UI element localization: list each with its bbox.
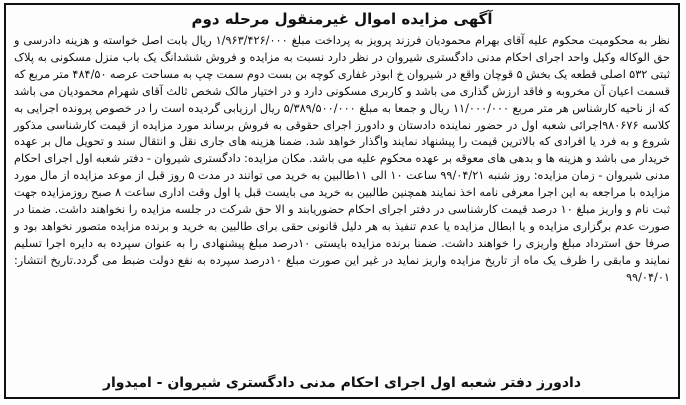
notice-title: آگهی مزایده اموال غیرمنقول مرحله دوم	[191, 10, 493, 28]
auction-notice	[4, 3, 680, 399]
notice-body: نظر به محکومیت محکوم علیه آقای بهرام محمودیان فرزند پرویز به پرداخت مبلغ ۱/۹۶۳/۴۲۶/۰۰۰ ریال بابت اصل خواسته و هزینه دادرسی و حق الوکاله وکیل واحد اجرای احکام مدنی دادگستری شیروان در نظر دارد نسبت به مزایده و فروش ششدانگ یک باب منزل مسکونی به پلاک ثبتی ۵۳۲ اصلی قطعه یک بخش ۵ قوچان واقع در شیروان خ ابوذر غفاری کوچه بن بست دوم سمت چپ به مساحت عرصه ۴۸۴/۵۰ متر مربع که قسمت اعیان آن مخروبه و فاقد ارزش گذاری می باشد و کاربری مسکونی دارد و در اختیار مالک شخص ثالث آقای شهرام محمودیان می باشد که از ناحیه کارشناس هر متر مربع ۱۱/۰۰۰/۰۰۰ ریال و جمعا به مبلغ ۵/۳۸۹/۵۰۰/۰۰۰ ریال ارزیابی گردیده است را در خصوص پرونده اجرایی به کلاسه ۹۸۰۶۷۶اجرائی شعبه اول در حضور نماینده دادستان و دادورز اجرای حقوقی به فروش برساند مورد مزایده از قیمت کارشناسی مذکور شروع و به فرد یا افرادی که بالاترین قیمت را پیشنهاد نمایند واگذار خواهد شد. ضمنا هزینه های جاری نقل و انتقال سند و تحویل مال بر عهده خریدار می باشد و هزینه ها و بدهی های معوقه بر عهده محکوم علیه می باشد. مکان مزایده: دادگستری شیروان - دفتر شعبه اول اجرای احکام مدنی شیروان - زمان مزایده: روز شنبه ۹۹/۰۴/۲۱ ساعت ۱۰ الی ۱۱طالبین به خرید می توانند در مدت ۵ روز قبل از موعد مزایده از مال مورد مزایده با مراجعه به این اجرا معرفی نامه اخذ نمایند همچنین طالبین به خرید می بایست قبل یا اول وقت اداری ساعت ۸ صبح روزمزایده جهت ثبت نام و واریز مبلغ ۱۰ درصد قیمت کارشناسی در دفتر اجرای احکام حضوریابند و الا حق شرکت در جلسه مزایده را نخواهند داشت. ضمنا در صورت عدم برگزاری مزایده و یا ابطال مزایده یا عدم تنفیذ به هر دلیل قانونی حقی برای طالبین به خرید و برنده مزایده متصور نخواهد بود و صرفا حق استرداد مبلغ واریزی را خواهند داشت. ضمنا برنده مزایده بایستی ۱۰درصد مبلغ پیشنهادی را به عنوان سپرده به دایره اجرا تسلیم نمایند و مابقی را ظرف یک ماه از تاریخ مزایده واریز نماید در غیر این صورت مبلغ ۱۰درصد سپرده به نفع دولت ضبط می گردد.تاریخ انتشار: ۹۹/۰۴/۰۱	[14, 34, 671, 284]
notice-signature: دادورز دفتر شعبه اول اجرای احکام مدنی دادگستری شیروان - امیدوار	[102, 375, 582, 391]
